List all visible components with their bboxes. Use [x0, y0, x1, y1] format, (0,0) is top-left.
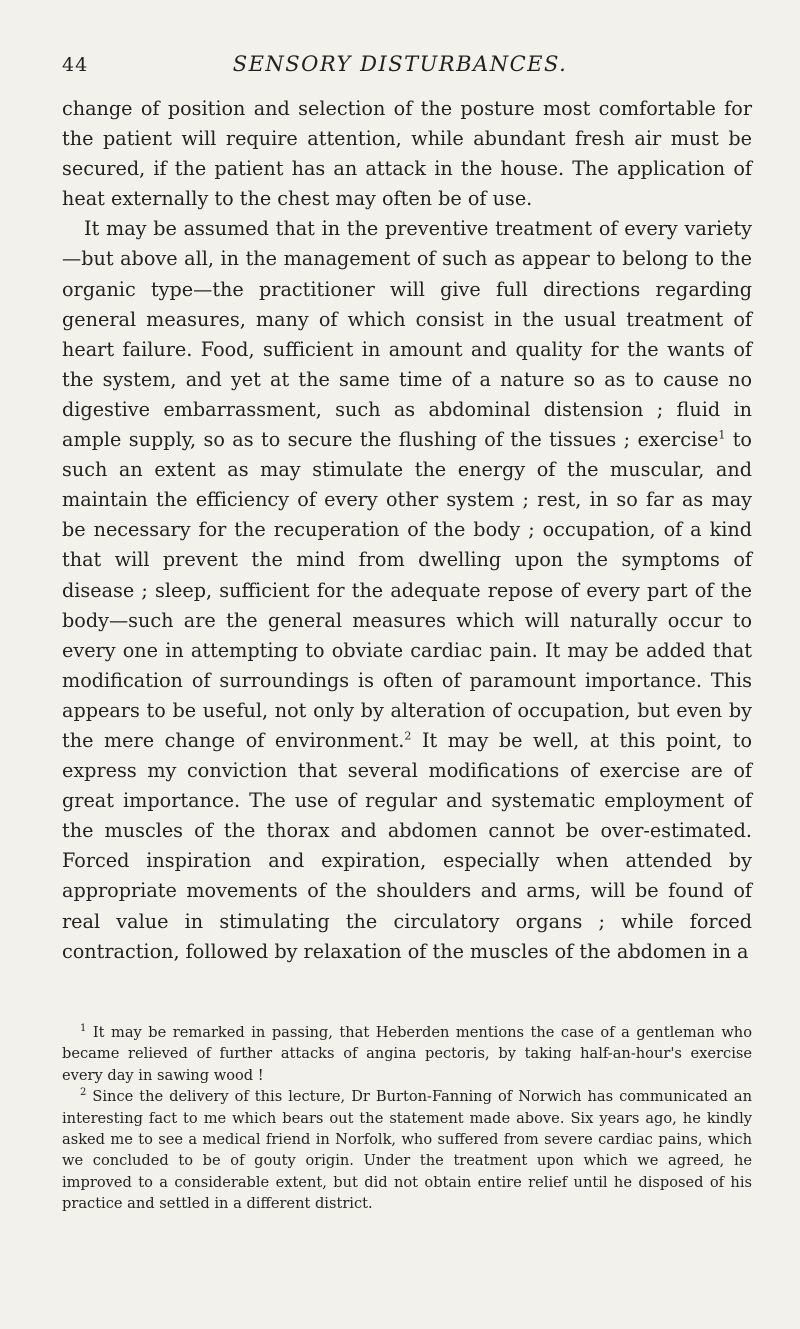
paragraph-2-part-b: to such an extent as may stimulate the energy of the muscular, and maintain the efficiency of every other system ; rest, in so far as may be necessary for the recuperation of the body ; occupation, of a kind that will prevent the mind from dwelling upon the symptoms of disease ; sleep, sufficient for the adequate repose of every part of the body—such are the general measures which will naturally occur to every one in attempting to obviate cardiac pain. It may be added that modification of surroundings is often of paramount importance. This appears to be useful, not only by alteration of occupation, but even by the mere change of environment. [62, 428, 752, 752]
footnotes [62, 1022, 752, 1215]
paragraph-1: change of position and selection of the posture most comfortable for the patient will require attention, while abundant fresh air must be secured, if the patient has an attack in the house. The application of heat externally to the chest may often be of use. [62, 97, 752, 211]
footnote-2-text: Since the delivery of this lecture, Dr Burton-Fanning of Norwich has communicated an interesting fact to me which bears out the statement made above. Six years ago, he kindly asked me to see a medical friend in Norfolk, who suffered from severe cardiac pains, which we concluded to be of gouty origin. Under the treatment upon which we agreed, he improved to a considerable extent, but did not obtain entire relief until he disposed of his practice and settled in a different district. [62, 1088, 752, 1213]
footnote-2-mark: 2 [80, 1087, 87, 1099]
footnote-ref-1: 1 [718, 428, 726, 442]
body-text [62, 94, 752, 967]
footnote-1-text: It may be remarked in passing, that Heberden mentions the case of a gentleman who became relieved of further attacks of angina pectoris, by taking half-an-hour's exercise every day in sawing wood ! [62, 1024, 752, 1084]
footnote-2 [62, 1086, 752, 1214]
page-header [0, 52, 800, 82]
paragraph-2-part-a: It may be assumed that in the preventive treatment of every variety—but above all, in the management of such as appear to belong to the organic type—the practitioner will give full directions regarding general measures, many of which consist in the usual treatment of heart failure. Food, sufficient in amount and quality for the wants of the system, and yet at the same time of a nature so as to cause no digestive embarrassment, such as abdominal distension ; fluid in ample supply, so as to secure the flushing of the tissues ; exercise [62, 217, 752, 452]
paragraph-2 [62, 214, 752, 966]
paragraph-2-part-c: It may be well, at this point, to express my conviction that several modifications of exercise are of great importance. The use of regular and systematic employment of the muscles of the thorax and abdomen cannot be over-estimated. Forced inspiration and expiration, especially when attended by appropriate movements of the shoulders and arms, will be found of real value in stimulating the circulatory organs ; while forced contraction, followed by relaxation of the muscles of the abdomen in a [62, 728, 753, 963]
page-number: 44 [62, 54, 89, 76]
running-head: SENSORY DISTURBANCES. [232, 52, 568, 76]
footnote-1-mark: 1 [80, 1023, 87, 1035]
footnote-ref-2: 2 [404, 729, 412, 743]
footnote-1 [62, 1022, 752, 1086]
